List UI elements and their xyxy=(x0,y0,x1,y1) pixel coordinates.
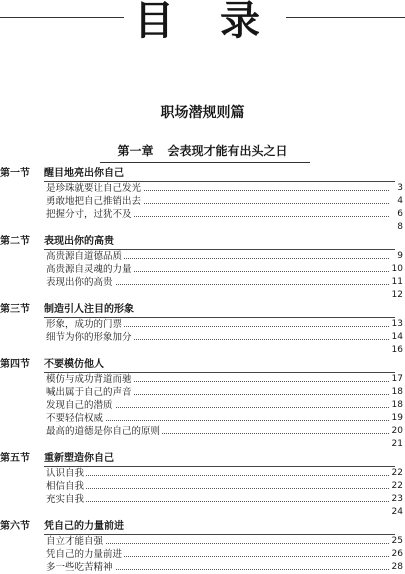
section-title: 制造引人注目的形象 xyxy=(44,304,134,315)
table-of-contents xyxy=(0,166,405,574)
entry-title: 不要轻信权威 xyxy=(46,413,104,424)
toc-entry[interactable] xyxy=(0,250,405,263)
entry-page: 23 xyxy=(391,494,403,504)
entry-page: 14 xyxy=(391,332,403,342)
section-title: 表现出你的高贵 xyxy=(44,236,114,247)
toc-entry[interactable] xyxy=(0,561,405,574)
toc-entry[interactable] xyxy=(0,386,405,399)
toc-entry[interactable] xyxy=(0,208,405,221)
section-title: 凭自己的力量前进 xyxy=(44,521,124,532)
section-title: 重新塑造你自己 xyxy=(44,453,114,464)
entry-page: 25 xyxy=(391,536,403,546)
entry-title: 凭自己的力量前进 xyxy=(46,549,123,560)
entry-page: 13 xyxy=(391,319,403,329)
section-number: 第三节 xyxy=(0,304,30,315)
toc-section xyxy=(0,166,405,234)
toc-entry[interactable] xyxy=(0,467,405,480)
entry-page: 26 xyxy=(391,549,403,559)
toc-entry[interactable] xyxy=(0,493,405,506)
entry-page: 22 xyxy=(391,468,403,478)
entry-title: 表现出你的高贵 xyxy=(46,277,113,288)
section-heading[interactable] xyxy=(0,519,405,535)
entry-page: 6 xyxy=(397,209,403,219)
entry-title: 认识自我 xyxy=(46,468,85,479)
toc-entry[interactable] xyxy=(0,182,405,195)
chapter-title: 会表现才能有出头之日 xyxy=(167,144,288,158)
entry-title: 相信自我 xyxy=(46,481,85,492)
entry-page: 4 xyxy=(397,196,403,206)
header-rule-left xyxy=(0,17,124,18)
toc-entry[interactable] xyxy=(0,276,405,289)
entry-title: 细节为你的形象加分 xyxy=(46,332,132,343)
toc-section xyxy=(0,302,405,357)
toc-entry[interactable] xyxy=(0,373,405,386)
page-header xyxy=(0,0,405,48)
toc-entry[interactable] xyxy=(0,331,405,344)
section-end-page: 16 xyxy=(391,345,403,355)
entry-title: 发现自己的潜质 xyxy=(46,400,113,411)
section-number: 第一节 xyxy=(0,168,30,179)
entry-title: 高贵源自道德品质 xyxy=(46,251,123,262)
toc-section xyxy=(0,357,405,451)
toc-section xyxy=(0,234,405,302)
section-end-page: 12 xyxy=(391,290,403,300)
section-heading[interactable] xyxy=(0,166,405,182)
header-rule-right xyxy=(286,17,405,18)
toc-entry[interactable] xyxy=(0,425,405,438)
toc-entry[interactable] xyxy=(0,318,405,331)
part-title: 职场潜规则篇 xyxy=(160,105,245,121)
toc-entry[interactable] xyxy=(0,412,405,425)
dot-leader xyxy=(46,475,389,476)
entry-page: 11 xyxy=(391,277,403,287)
entry-page: 9 xyxy=(397,251,403,261)
chapter-rule xyxy=(100,162,310,163)
section-end-page: 24 xyxy=(391,507,403,517)
toc-entry[interactable] xyxy=(0,480,405,493)
entry-page: 22 xyxy=(391,481,403,491)
section-number: 第六节 xyxy=(0,521,30,532)
toc-section xyxy=(0,519,405,574)
entry-title: 充实自我 xyxy=(46,494,85,505)
section-heading[interactable] xyxy=(0,302,405,318)
section-end-row xyxy=(0,506,405,519)
section-number: 第二节 xyxy=(0,236,30,247)
entry-title: 勇敢地把自己推销出去 xyxy=(46,196,142,207)
section-heading[interactable] xyxy=(0,451,405,467)
section-end-row xyxy=(0,221,405,234)
entry-page: 3 xyxy=(397,183,403,193)
entry-page: 17 xyxy=(391,374,403,384)
entry-page: 18 xyxy=(391,387,403,397)
chapter-number: 第一章 xyxy=(117,144,154,158)
dot-leader xyxy=(46,501,389,502)
entry-title: 喊出属于自己的声音 xyxy=(46,387,132,398)
section-number: 第四节 xyxy=(0,359,30,370)
section-end-row xyxy=(0,289,405,302)
section-end-page: 8 xyxy=(397,222,403,232)
entry-title: 是珍珠就要让自己发光 xyxy=(46,183,142,194)
toc-entry[interactable] xyxy=(0,535,405,548)
section-end-row xyxy=(0,344,405,357)
entry-page: 18 xyxy=(391,400,403,410)
entry-title: 多一些吃苦精神 xyxy=(46,562,113,573)
toc-entry[interactable] xyxy=(0,195,405,208)
toc-section xyxy=(0,451,405,519)
section-heading[interactable] xyxy=(0,357,405,373)
entry-page: 10 xyxy=(391,264,403,274)
toc-entry[interactable] xyxy=(0,263,405,276)
chapter-heading xyxy=(0,143,405,159)
toc-entry[interactable] xyxy=(0,399,405,412)
section-heading[interactable] xyxy=(0,234,405,250)
entry-title: 最高的道德是你自己的原则 xyxy=(46,426,161,437)
section-number: 第五节 xyxy=(0,453,30,464)
section-end-page: 21 xyxy=(391,439,403,449)
dot-leader xyxy=(46,488,389,489)
entry-title: 把握分寸，过犹不及 xyxy=(46,209,132,220)
section-title: 不要模仿他人 xyxy=(44,359,104,370)
entry-page: 19 xyxy=(391,413,403,423)
entry-title: 自立才能自强 xyxy=(46,536,104,547)
section-title: 醒目地亮出你自己 xyxy=(44,168,124,179)
entry-page: 20 xyxy=(391,426,403,436)
entry-title: 高贵源自灵魂的力量 xyxy=(46,264,132,275)
entry-title: 模仿与成功背道而驰 xyxy=(46,374,132,385)
page-title: 目 录 xyxy=(134,0,276,44)
entry-title: 形象，成功的门票 xyxy=(46,319,123,330)
section-end-row xyxy=(0,438,405,451)
toc-entry[interactable] xyxy=(0,548,405,561)
entry-page: 28 xyxy=(391,562,403,572)
